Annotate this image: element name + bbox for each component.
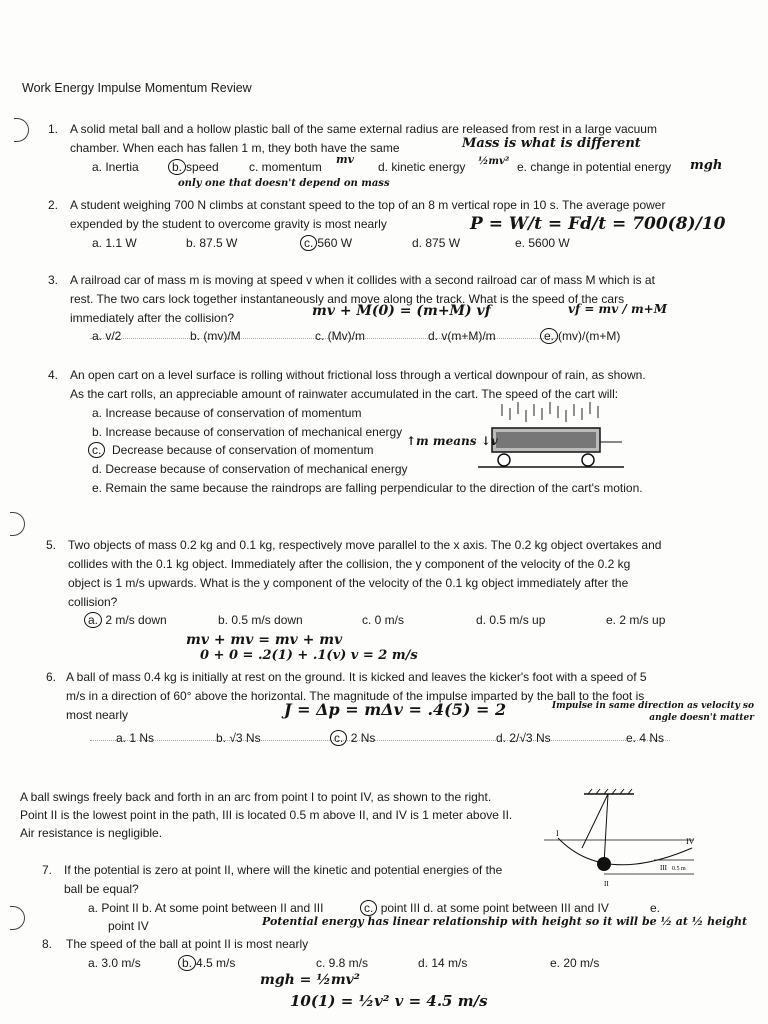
q8-number: 8. (42, 937, 53, 951)
handwritten-note: mv + M(0) = (m+M) vf (312, 303, 491, 319)
handwritten-note: Mass is what is different (462, 136, 641, 151)
diagram-label-II: II (604, 880, 609, 888)
q5-choice-a (84, 611, 167, 630)
q8-choice-b-text: 4.5 m/s (196, 956, 236, 970)
diagram-label-IV: IV (686, 837, 695, 846)
q5-text-line4: collision? (68, 595, 118, 609)
handwritten-note: mv (336, 153, 355, 166)
q5-text-line1: Two objects of mass 0.2 kg and 0.1 kg, respectively move parallel to the x axis. The 0.2 kg object overtakes and (68, 538, 662, 552)
q2-choice-c (300, 234, 352, 253)
q3-choice-d: d. v(m+M)/m (428, 329, 496, 343)
q4-choice-c-text: Decrease because of conservation of momentum (112, 443, 374, 457)
q8-choice-b (178, 954, 235, 973)
q3-number: 3. (48, 273, 59, 287)
q6-choice-c-text: 2 Ns (350, 731, 376, 745)
q6-number: 6. (46, 670, 57, 684)
q3-choice-e-text: (mv)/(m+M) (558, 329, 621, 343)
q8-choice-e: e. 20 m/s (550, 956, 600, 970)
q5-text-line3: object is 1 m/s upwards. What is the y component of the velocity of the 0.1 kg object immediately after the (68, 576, 629, 590)
q1-choice-a: a. Inertia (92, 160, 139, 174)
q5-choice-d: d. 0.5 m/s up (476, 613, 546, 627)
q1-choice-e: e. change in potential energy (517, 160, 672, 174)
q4-text-line2: As the cart rolls, an appreciable amount of rainwater accumulated in the cart. The speed of the cart will: (70, 387, 619, 401)
handwritten-note: Impulse in same direction as velocity so angle doesn't matter (551, 701, 754, 723)
answer-circle: a. (84, 612, 102, 628)
q3-choice-a: a. v/2 (92, 329, 122, 343)
q3-choice-c: c. (Mv)/m (315, 329, 365, 343)
q1-choice-b-text: speed (186, 160, 219, 174)
q7-choice-cd-text: point III d. at some point between III and IV (380, 901, 609, 915)
q1-choice-b (168, 158, 219, 177)
q7-text-line2: ball be equal? (64, 882, 139, 896)
handwritten-note: mv + mv = mv + mv (186, 632, 343, 648)
q8-choice-c: c. 9.8 m/s (316, 956, 369, 970)
page-title: Work Energy Impulse Momentum Review (22, 81, 252, 95)
q4-choice-b: b. Increase because of conservation of mechanical energy (92, 425, 403, 439)
q1-choice-c: c. momentum (249, 160, 322, 174)
q7-choice-e: e. (650, 901, 661, 915)
q5-choice-b: b. 0.5 m/s down (218, 613, 303, 627)
q6-choice-d: d. 2/√3 Ns (496, 731, 551, 745)
handwritten-note: 10(1) = ½v² v = 4.5 m/s (290, 992, 488, 1010)
q1-text-line1: A solid metal ball and a hollow plastic ball of the same external radius are released from rest in a large vacuum (70, 122, 657, 136)
cart-rain-diagram (478, 402, 624, 474)
q6-text-line2: m/s in a direction of 60° above the horizontal. The magnitude of the impulse imparted by the ball to the foot is (66, 689, 645, 703)
q5-number: 5. (46, 538, 57, 552)
diagram-label-III: III (660, 864, 667, 872)
handwritten-note: mgh = ½mv² (260, 972, 360, 988)
q2-text-line1: A student weighing 700 N climbs at constant speed to the top of an 8 m vertical rope in 10 s. The average power (70, 198, 666, 212)
q8-text-line1: The speed of the ball at point II is most nearly (66, 937, 309, 951)
hole-punch-mark (10, 512, 25, 536)
hole-punch-mark (14, 118, 29, 142)
handwritten-note: Potential energy has linear relationship with height so it will be ½ at ½ height (262, 915, 748, 928)
pendulum-intro-line2: Point II is the lowest point in the path, III is located 0.5 m above II, and IV is 1 meter above II. (20, 808, 513, 822)
handwritten-note: P = W/t = Fd/t = 700(8)/10 (470, 214, 726, 234)
q3-text-line1: A railroad car of mass m is moving at speed v when it collides with a second railroad car of mass M which is at (70, 273, 655, 287)
q7-choice-ab: a. Point II b. At some point between II and III (88, 901, 324, 915)
q1-number: 1. (48, 122, 59, 136)
diagram-label-05m: 0.5 m (672, 866, 686, 872)
q7-number: 7. (42, 863, 53, 877)
answer-circle: c. (330, 730, 347, 746)
q3-text-line3: immediately after the collision? (70, 311, 235, 325)
q6-text-line1: A ball of mass 0.4 kg is initially at rest on the ground. It is kicked and leaves the kicker's foot with a speed of 5 (66, 670, 647, 684)
handwritten-note: ½mv² (478, 156, 510, 167)
answer-circle: b. (168, 159, 186, 175)
q4-text-line1: An open cart on a level surface is rolling without frictional loss through a vertical downpour of rain, as shown. (70, 368, 646, 382)
q6-choice-a: a. 1 Ns (116, 731, 155, 745)
q3-text-line2: rest. The two cars lock together instantaneously and move along the track. What is the speed of the cars (70, 292, 625, 306)
handwritten-note: only one that doesn't depend on mass (178, 178, 390, 189)
handwritten-note: J = Δp = mΔv = .4(5) = 2 (284, 700, 507, 719)
q5-choice-a-text: 2 m/s down (105, 613, 167, 627)
q2-choice-c-text: 560 W (317, 236, 353, 250)
answer-circle: e. (540, 328, 558, 344)
pendulum-intro-line3: Air resistance is negligible. (20, 826, 163, 840)
q2-choice-b: b. 87.5 W (186, 236, 238, 250)
q5-choice-c: c. 0 m/s (362, 613, 405, 627)
q6-choice-b: b. √3 Ns (216, 731, 261, 745)
diagram-label-I: I (556, 829, 559, 838)
q5-text-line2: collides with the 0.1 kg object. Immediately after the collision, the y component of the velocity of the 0.2 kg (68, 557, 631, 571)
hole-punch-mark (10, 906, 25, 930)
q5-choice-e: e. 2 m/s up (606, 613, 666, 627)
q8-choice-a: a. 3.0 m/s (88, 956, 141, 970)
answer-circle: c. (300, 235, 317, 251)
q2-choice-e: e. 5600 W (515, 236, 570, 250)
pendulum-diagram (544, 786, 714, 890)
q1-text-line2: chamber. When each has fallen 1 m, they both have the same (70, 141, 400, 155)
handwritten-note: 0 + 0 = .2(1) + .1(v) v = 2 m/s (200, 648, 418, 663)
q1-choice-d: d. kinetic energy (378, 160, 466, 174)
q2-number: 2. (48, 198, 59, 212)
q2-text-line2: expended by the student to overcome gravity is most nearly (70, 217, 387, 231)
q4-choice-c (88, 441, 373, 460)
handwritten-note: vf = mv / m+M (568, 302, 667, 316)
q2-choice-d: d. 875 W (412, 236, 461, 250)
answer-circle: c. (88, 442, 105, 458)
dotted-line (90, 740, 670, 741)
q2-choice-a: a. 1.1 W (92, 236, 137, 250)
q3-choice-b: b. (mv)/M (190, 329, 241, 343)
pendulum-intro-line1: A ball swings freely back and forth in an arc from point I to point IV, as shown to the right. (20, 790, 492, 804)
handwritten-note: ↑m means ↓v (406, 434, 498, 448)
q3-choice-e (540, 327, 620, 346)
answer-circle: c. (360, 900, 377, 916)
q4-choice-a: a. Increase because of conservation of momentum (92, 406, 362, 420)
q4-choice-e: e. Remain the same because the raindrops are falling perpendicular to the direction of the cart's motion. (92, 481, 643, 495)
q6-text-line3: most nearly (66, 708, 129, 722)
q4-number: 4. (48, 368, 59, 382)
q4-choice-d: d. Decrease because of conservation of mechanical energy (92, 462, 408, 476)
handwritten-note: mgh (690, 158, 723, 173)
q6-choice-c (330, 729, 375, 748)
q8-choice-d: d. 14 m/s (418, 956, 468, 970)
answer-circle: b. (178, 955, 196, 971)
q6-choice-e: e. 4 Ns (626, 731, 665, 745)
q7-choice-e-text: point IV (108, 919, 149, 933)
q7-text-line1: If the potential is zero at point II, where will the kinetic and potential energies of the (64, 863, 503, 877)
